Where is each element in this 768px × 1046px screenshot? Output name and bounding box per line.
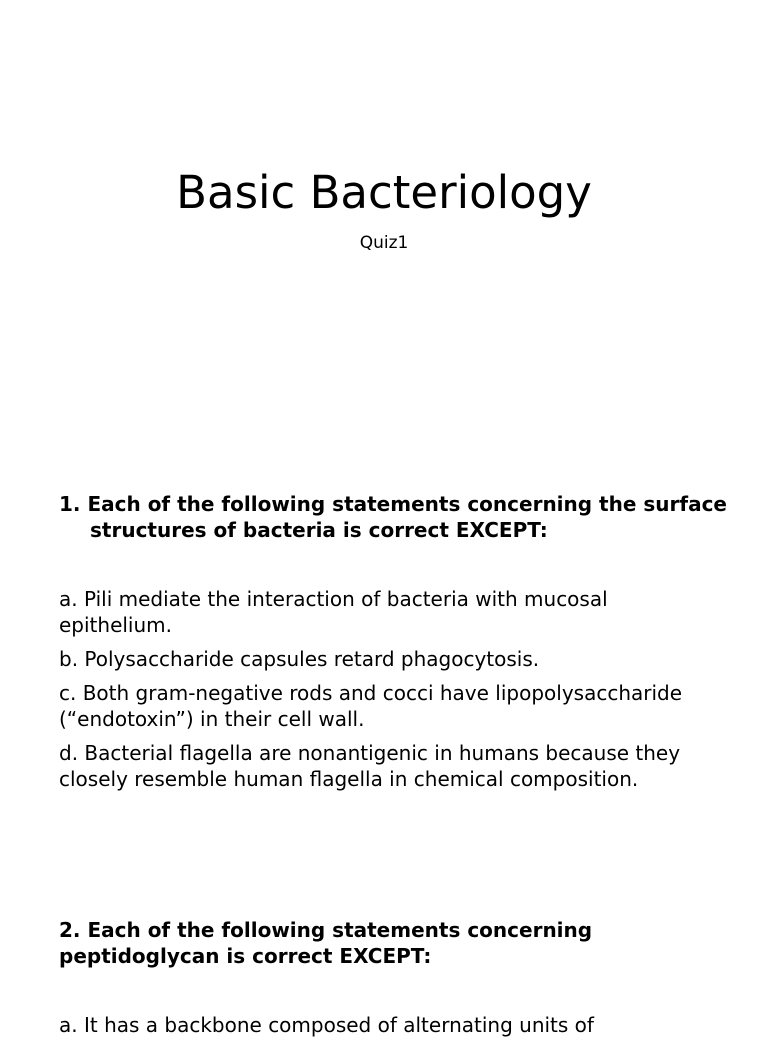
question-1: 1. Each of the following statements concerning the surface structures of bacteria is correct EXCEPT: — [59, 492, 727, 542]
page-subtitle: Quiz1 — [359, 233, 409, 253]
question-2-options — [59, 1012, 719, 1046]
question-1-option-a: a. Pili mediate the interaction of bacteria with mucosal epithelium. — [59, 587, 608, 637]
question-1-option-d: d. Bacterial flagella are nonantigenic in humans because they closely resemble human flagella in chemical composition. — [59, 741, 681, 791]
question-1-options — [59, 586, 719, 800]
question-2: 2. Each of the following statements concerning peptidoglycan is correct EXCEPT: — [59, 918, 593, 968]
question-1-option-b: b. Polysaccharide capsules retard phagocytosis. — [59, 647, 540, 671]
question-1-option-c: c. Both gram-negative rods and cocci have lipopolysaccharide (“endotoxin”) in their cell wall. — [59, 681, 683, 731]
page-title: Basic Bacteriology — [176, 166, 592, 219]
question-2-option-a: a. It has a backbone composed of alternating units of — [59, 1013, 594, 1037]
